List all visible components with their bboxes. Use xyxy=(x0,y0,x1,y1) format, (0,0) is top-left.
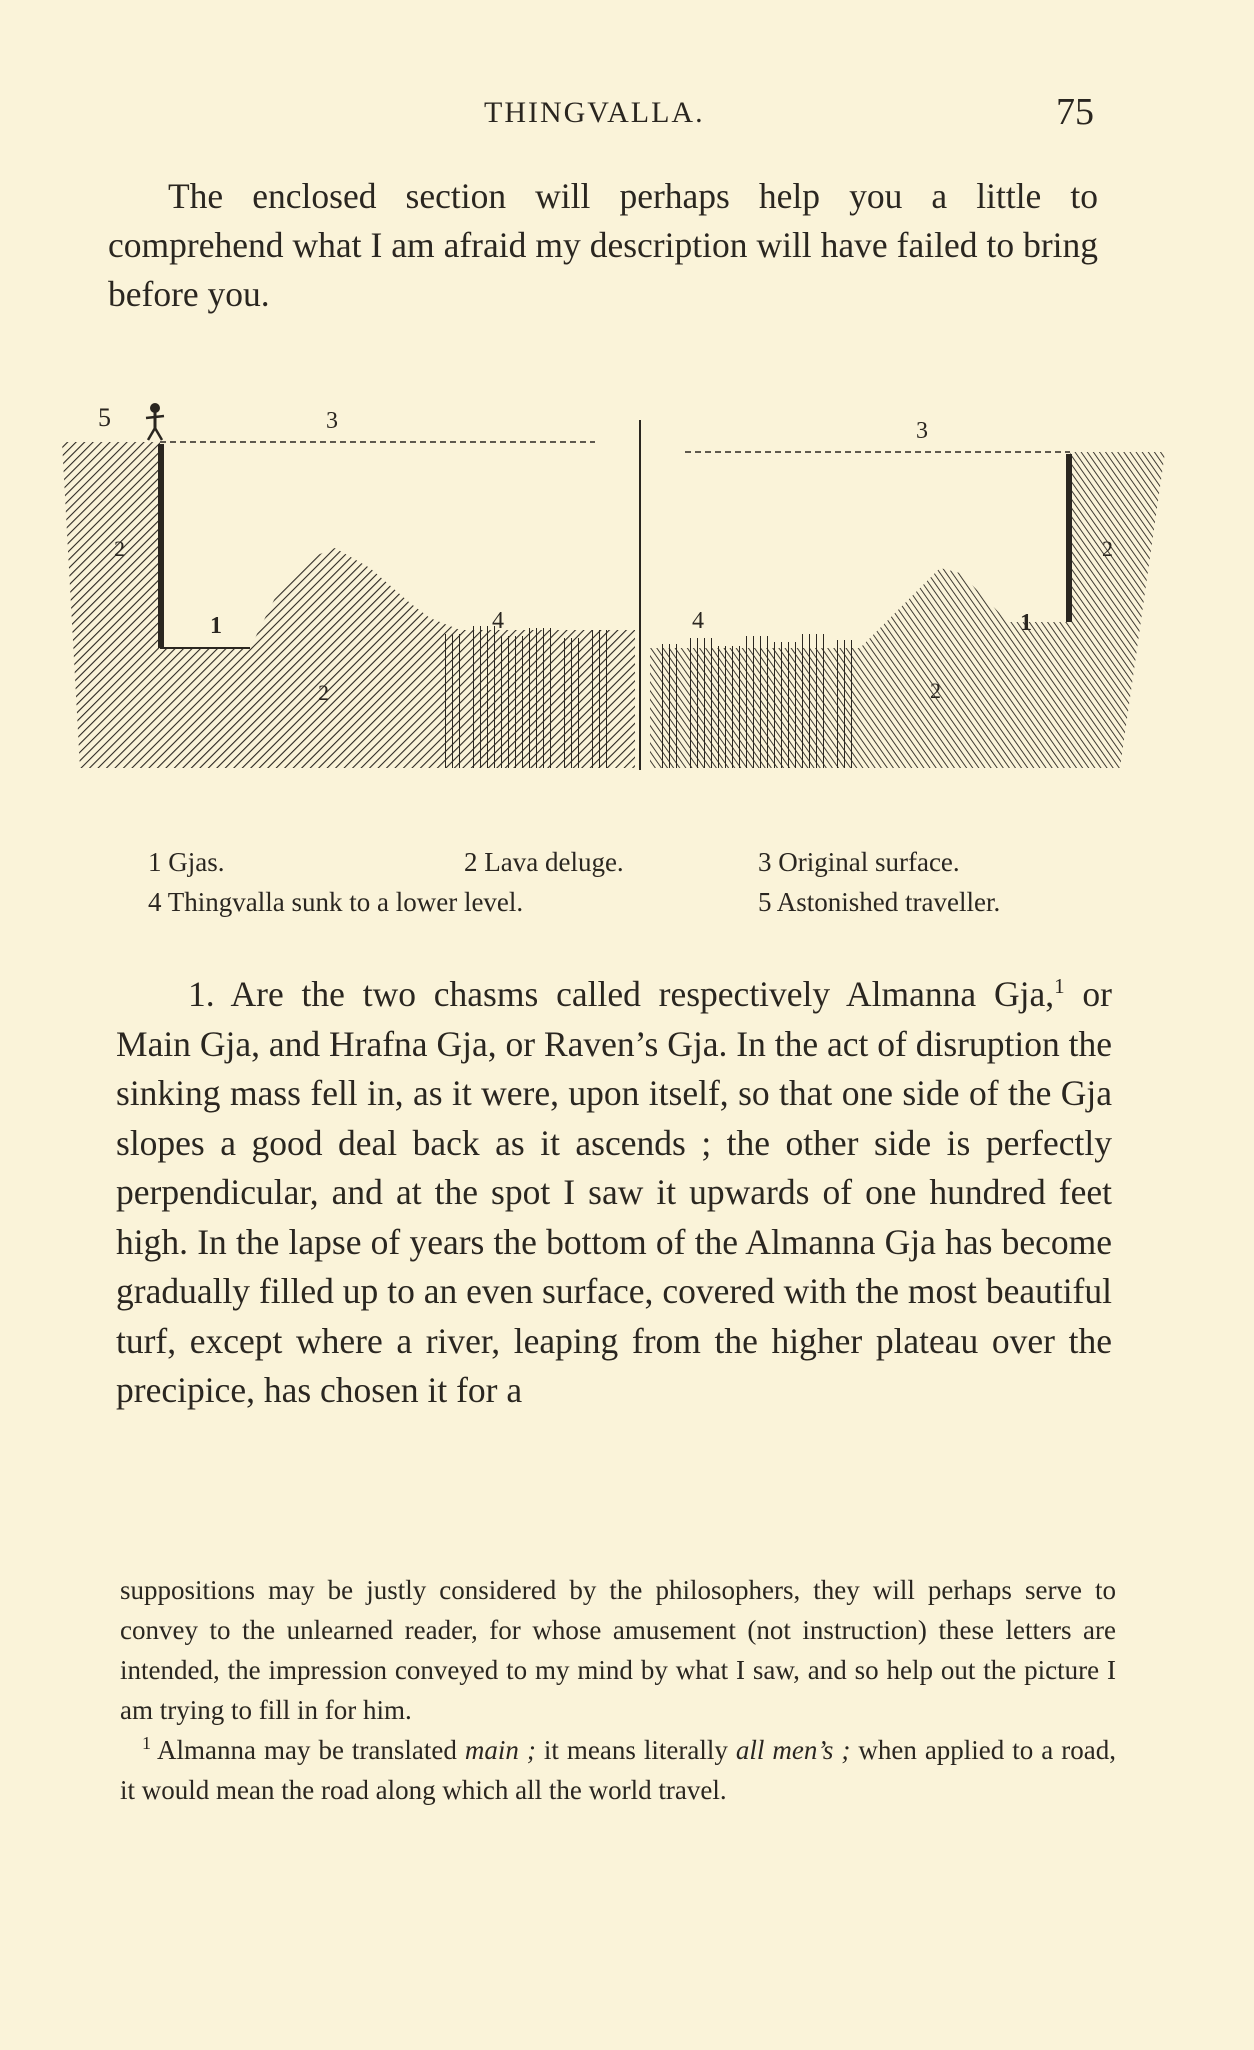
label-3-left: 3 xyxy=(326,408,338,434)
label-2-wall-right: 2 xyxy=(1102,536,1113,561)
footnote-1-text-a: Almanna may be translated xyxy=(157,1735,465,1765)
footnote-1-mark: 1 xyxy=(142,1733,151,1753)
body-rest: or Main Gja, and Hrafna Gja, or Raven’s Gja. In the act of disruption the sinking mass fell in, as it were, upon itself, so that one side of the Gja slopes a good deal back as it ascends ; the other side is perfectly perpendicular, and at the spot I saw it upwards of one hundred feet high. In the lapse of years the bottom of the Almanna Gja has become gradually filled up to an even surface, covered with the most beautiful turf, except where a river, leaping from the higher plateau over the precipice, has chosen it for a xyxy=(116,974,1112,1410)
label-1-left: 1 xyxy=(210,613,222,639)
footnote-1-italic-main: main ; xyxy=(464,1735,536,1765)
intro-text: The enclosed section will perhaps help you a little to comprehend what I am afraid my description will have failed to bring before you. xyxy=(108,176,1098,314)
body-text xyxy=(116,970,1112,1416)
right-cliff-face xyxy=(1066,454,1072,622)
label-1-right: 1 xyxy=(1020,610,1032,636)
right-sunk-blocks xyxy=(658,634,856,768)
label-2-lava-left: 2 xyxy=(318,680,329,705)
label-2-wall-left: 2 xyxy=(114,536,125,561)
footnote-1 xyxy=(120,1730,1116,1810)
label-4-right: 4 xyxy=(692,608,704,634)
running-title: THINGVALLA. xyxy=(484,96,705,129)
footnote-continuation: suppositions may be justly considered by the philosophers, they will perhaps serve to convey to the unlearned reader, for whose amusement (not instruction) these letters are intended, the impression conveyed to my mind by what I saw, and so help out the picture I am trying to fill in for him. xyxy=(120,1575,1116,1725)
label-4-left: 4 xyxy=(492,608,504,634)
label-2-lava-right: 2 xyxy=(930,678,941,703)
left-section xyxy=(62,403,635,768)
label-3-right: 3 xyxy=(916,418,928,444)
footnote-1-text-c: it means literally xyxy=(535,1735,736,1765)
legend-item-gjas: 1 Gjas. xyxy=(148,847,225,877)
intro-paragraph xyxy=(108,172,1098,319)
label-5: 5 xyxy=(98,403,111,432)
section-figure xyxy=(60,398,1170,798)
right-section xyxy=(650,418,1165,768)
legend-item-thingvalla-sunk: 4 Thingvalla sunk to a lower level. xyxy=(148,887,524,917)
footnote-1-text-e: when applied to a road, it would mean the road along which all the world travel. xyxy=(120,1735,1116,1805)
legend-item-original-surface: 3 Original surface. xyxy=(758,847,960,877)
left-cliff-face xyxy=(158,444,164,648)
traveller-figure xyxy=(146,403,164,440)
legend-item-lava-deluge: 2 Lava deluge. xyxy=(464,847,624,877)
footnote-reference: 1 xyxy=(1054,974,1065,999)
footnote-1-italic-all-mens: all men’s ; xyxy=(735,1735,851,1765)
body-lead: 1. Are the two chasms called respectively Almanna Gja, xyxy=(188,974,1055,1014)
body-paragraph xyxy=(116,970,1112,1416)
page-number: 75 xyxy=(1056,91,1094,133)
legend-item-astonished-traveller: 5 Astonished traveller. xyxy=(758,887,1001,917)
footnotes xyxy=(120,1570,1116,1810)
geological-section-illustration xyxy=(60,398,1170,798)
left-gja-floor xyxy=(160,630,250,648)
right-gja-floor xyxy=(1010,604,1070,622)
